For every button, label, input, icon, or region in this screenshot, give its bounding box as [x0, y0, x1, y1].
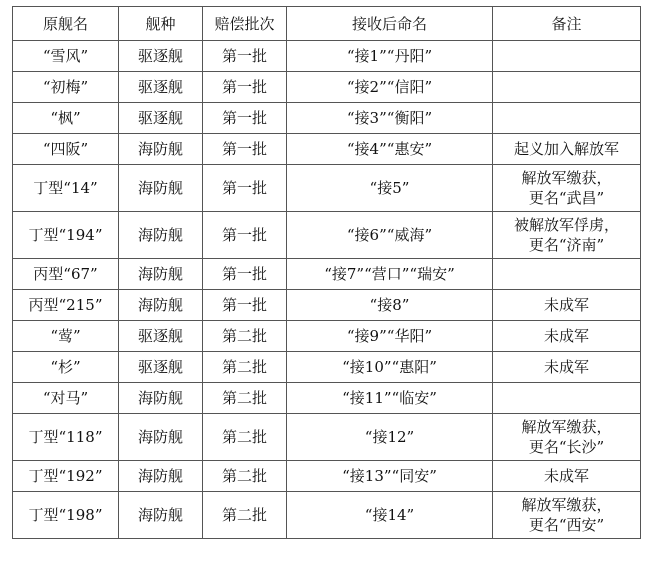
cell-batch: 第一批 [203, 259, 287, 290]
cell-remarks: 起义加入解放军 [493, 134, 641, 165]
cell-batch: 第一批 [203, 103, 287, 134]
cell-original-name: “初梅” [13, 72, 119, 103]
cell-original-name: “雪风” [13, 41, 119, 72]
cell-ship-type: 海防舰 [119, 134, 203, 165]
cell-original-name: “莺” [13, 321, 119, 352]
table-row [13, 461, 641, 492]
cell-original-name: 丁型“192” [13, 461, 119, 492]
cell-original-name: “四阪” [13, 134, 119, 165]
cell-original-name: 丁型“198” [13, 492, 119, 539]
cell-original-name: 丁型“14” [13, 165, 119, 212]
cell-new-name: “接12” [287, 414, 493, 461]
cell-original-name: 丙型“215” [13, 290, 119, 321]
cell-batch: 第二批 [203, 414, 287, 461]
cell-remarks: 解放军缴获， 更名“长沙” [493, 414, 641, 461]
cell-batch: 第二批 [203, 492, 287, 539]
cell-ship-type: 驱逐舰 [119, 321, 203, 352]
cell-original-name: “对马” [13, 383, 119, 414]
cell-ship-type: 海防舰 [119, 165, 203, 212]
table-row [13, 165, 641, 212]
cell-remarks: 解放军缴获， 更名“西安” [493, 492, 641, 539]
header-new-name: 接收后命名 [287, 7, 493, 41]
table-row [13, 352, 641, 383]
header-row [13, 7, 641, 41]
table-body [13, 41, 641, 539]
cell-ship-type: 驱逐舰 [119, 41, 203, 72]
cell-remarks [493, 41, 641, 72]
cell-new-name: “接13”“同安” [287, 461, 493, 492]
cell-new-name: “接4”“惠安” [287, 134, 493, 165]
ship-table [12, 6, 641, 539]
cell-new-name: “接14” [287, 492, 493, 539]
cell-batch: 第一批 [203, 72, 287, 103]
cell-original-name: 丙型“67” [13, 259, 119, 290]
cell-original-name: “杉” [13, 352, 119, 383]
table-row [13, 290, 641, 321]
cell-batch: 第二批 [203, 321, 287, 352]
table-row [13, 383, 641, 414]
cell-ship-type: 海防舰 [119, 492, 203, 539]
cell-batch: 第一批 [203, 165, 287, 212]
cell-new-name: “接3”“衡阳” [287, 103, 493, 134]
cell-remarks: 未成军 [493, 321, 641, 352]
cell-remarks [493, 72, 641, 103]
cell-ship-type: 海防舰 [119, 383, 203, 414]
cell-new-name: “接5” [287, 165, 493, 212]
cell-remarks: 解放军缴获， 更名“武昌” [493, 165, 641, 212]
cell-ship-type: 海防舰 [119, 259, 203, 290]
cell-original-name: 丁型“118” [13, 414, 119, 461]
cell-remarks: 未成军 [493, 461, 641, 492]
cell-ship-type: 海防舰 [119, 461, 203, 492]
cell-remarks [493, 259, 641, 290]
header-remarks: 备注 [493, 7, 641, 41]
cell-remarks: 未成军 [493, 290, 641, 321]
cell-remarks [493, 103, 641, 134]
table-row [13, 212, 641, 259]
cell-new-name: “接1”“丹阳” [287, 41, 493, 72]
cell-batch: 第二批 [203, 461, 287, 492]
cell-new-name: “接6”“威海” [287, 212, 493, 259]
table-row [13, 492, 641, 539]
cell-new-name: “接11”“临安” [287, 383, 493, 414]
cell-ship-type: 海防舰 [119, 414, 203, 461]
cell-remarks: 被解放军俘虏， 更名“济南” [493, 212, 641, 259]
cell-ship-type: 驱逐舰 [119, 103, 203, 134]
cell-new-name: “接2”“信阳” [287, 72, 493, 103]
table-row [13, 414, 641, 461]
table-row [13, 103, 641, 134]
cell-remarks: 未成军 [493, 352, 641, 383]
table-row [13, 134, 641, 165]
cell-ship-type: 驱逐舰 [119, 352, 203, 383]
cell-batch: 第一批 [203, 212, 287, 259]
cell-new-name: “接10”“惠阳” [287, 352, 493, 383]
cell-ship-type: 驱逐舰 [119, 72, 203, 103]
header-original-name: 原舰名 [13, 7, 119, 41]
header-batch: 赔偿批次 [203, 7, 287, 41]
cell-new-name: “接7”“营口”“瑞安” [287, 259, 493, 290]
cell-remarks [493, 383, 641, 414]
cell-ship-type: 海防舰 [119, 290, 203, 321]
table-row [13, 72, 641, 103]
cell-original-name: 丁型“194” [13, 212, 119, 259]
cell-ship-type: 海防舰 [119, 212, 203, 259]
header-ship-type: 舰种 [119, 7, 203, 41]
cell-new-name: “接8” [287, 290, 493, 321]
cell-batch: 第一批 [203, 290, 287, 321]
cell-batch: 第一批 [203, 134, 287, 165]
table-row [13, 321, 641, 352]
cell-batch: 第二批 [203, 383, 287, 414]
table-row [13, 259, 641, 290]
cell-batch: 第二批 [203, 352, 287, 383]
cell-new-name: “接9”“华阳” [287, 321, 493, 352]
table-row [13, 41, 641, 72]
cell-original-name: “枫” [13, 103, 119, 134]
cell-batch: 第一批 [203, 41, 287, 72]
